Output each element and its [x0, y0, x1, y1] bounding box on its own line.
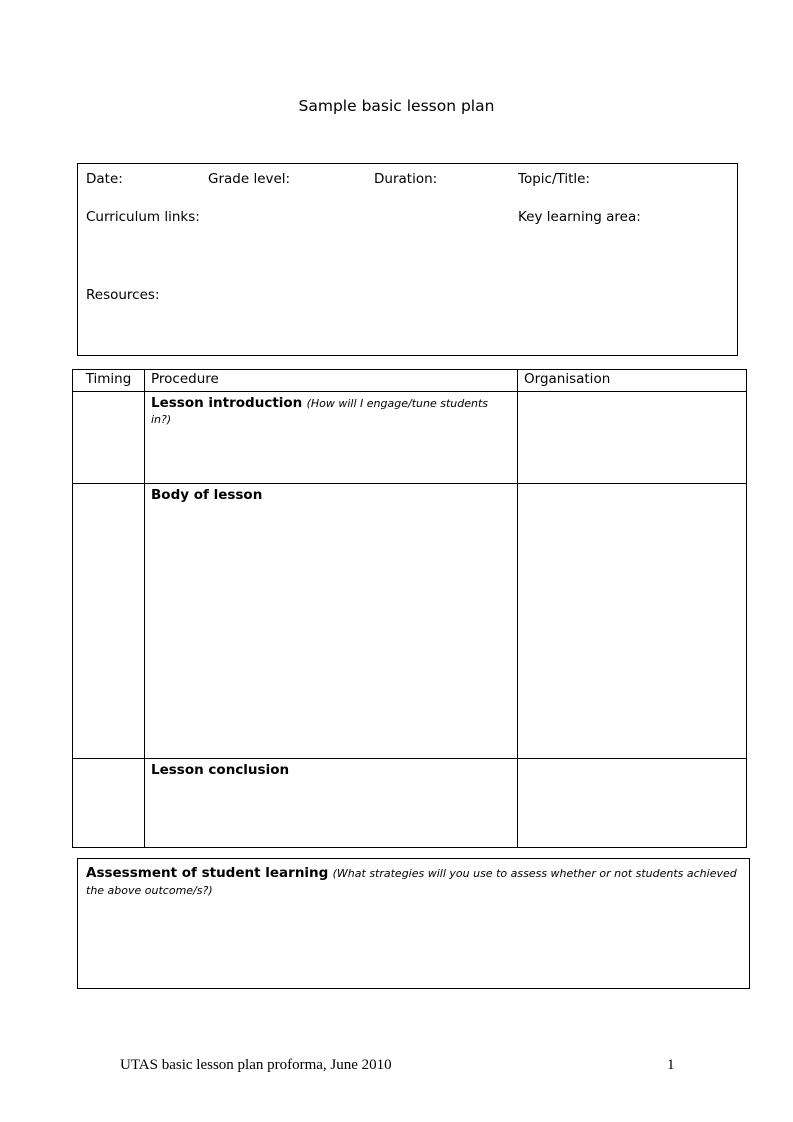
lesson-introduction-note: (How will I engage/tune students in?) [151, 397, 489, 426]
table-row [73, 392, 747, 484]
page-title: Sample basic lesson plan [298, 97, 495, 115]
procedure-header: Procedure [145, 370, 518, 392]
organisation-cell[interactable] [518, 484, 747, 759]
timing-header: Timing [73, 370, 145, 392]
organisation-cell[interactable] [518, 759, 747, 848]
timing-cell[interactable] [73, 759, 145, 848]
timing-cell[interactable] [73, 392, 145, 484]
body-of-lesson-heading: Body of lesson [151, 487, 263, 503]
table-row [73, 484, 747, 759]
page-number: 1 [667, 1057, 675, 1073]
table-row [73, 759, 747, 848]
duration-label: Duration: [374, 171, 438, 187]
organisation-cell[interactable] [518, 392, 747, 484]
grade-level-label: Grade level: [208, 171, 291, 187]
assessment-heading: Assessment of student learning [86, 865, 329, 881]
table-header-row [73, 370, 747, 392]
assessment-box [77, 858, 750, 989]
lesson-procedure-table [72, 369, 747, 848]
key-learning-area-label: Key learning area: [518, 209, 641, 225]
organisation-header: Organisation [518, 370, 747, 392]
footer-text: UTAS basic lesson plan proforma, June 2010 [120, 1057, 392, 1073]
topic-title-label: Topic/Title: [518, 171, 590, 187]
date-label: Date: [86, 171, 123, 187]
lesson-introduction-heading: Lesson introduction [151, 395, 303, 411]
curriculum-links-label: Curriculum links: [86, 209, 200, 225]
lesson-info-box [77, 163, 738, 356]
procedure-cell[interactable] [145, 759, 518, 848]
timing-cell[interactable] [73, 484, 145, 759]
resources-label: Resources: [86, 287, 160, 303]
procedure-cell[interactable] [145, 484, 518, 759]
lesson-conclusion-heading: Lesson conclusion [151, 762, 290, 778]
procedure-cell[interactable] [145, 392, 518, 484]
assessment-note: (What strategies will you use to assess whether or not students achieved the above outcome/s?) [86, 867, 737, 897]
